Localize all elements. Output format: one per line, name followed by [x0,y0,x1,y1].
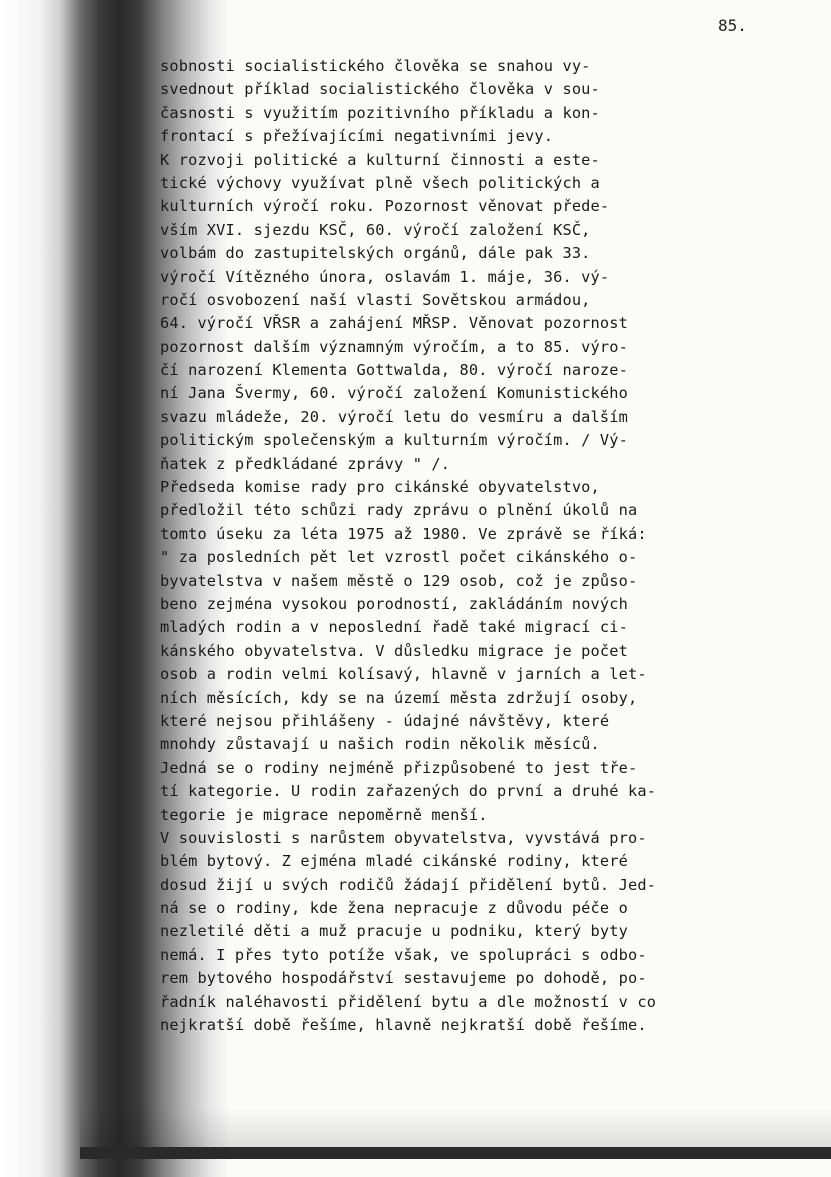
text-line: výročí Vítězného února, oslavám 1. máje, 36. vý- [160,267,610,286]
text-line: frontací s přežívajícími negativními jevy. [160,127,554,146]
text-line: K rozvoji politické a kulturní činnosti a este- [160,150,600,169]
page-number: 85. [718,16,747,35]
text-line: čí narození Klementa Gottwalda, 80. výročí naroze- [160,361,628,380]
text-line: kánského obyvatelstva. V důsledku migrace je počet [160,641,628,660]
text-line: " za posledních pět let vzrostl počet cikánského o- [160,548,638,567]
text-line: časnosti s využitím pozitivního příkladu a kon- [160,103,600,122]
text-line: ročí osvobození naší vlasti Sovětskou armádou, [160,290,591,309]
text-line: Jedná se o rodiny nejméně přizpůsobené to jest tře- [160,758,638,777]
text-line: mladých rodin a v neposlední řadě také migrací ci- [160,618,628,637]
text-line: nemá. I přes tyto potíže však, ve spolupráci s odbo- [160,945,647,964]
text-line: tomto úseku za léta 1975 až 1980. Ve zprávě se říká: [160,524,647,543]
text-line: ná se o rodiny, kde žena nepracuje z důvodu péče o [160,899,628,918]
text-line: které nejsou přihlášeny - údajné návštěvy, které [160,711,610,730]
bottom-shade [80,1107,831,1147]
text-line: svazu mládeže, 20. výročí letu do vesmíru a dalším [160,407,628,426]
text-line: V souvislosti s narůstem obyvatelstva, vyvstává pro- [160,828,647,847]
text-line: volbám do zastupitelských orgánů, dále pak 33. [160,244,591,263]
text-line: tické výchovy využívat plně všech politických a [160,173,600,192]
text-line: řadník naléhavosti přidělení bytu a dle možností v co [160,992,657,1011]
text-line: byvatelstva v našem městě o 129 osob, což je způso- [160,571,638,590]
text-line: nezletilé děti a muž pracuje u podniku, který byty [160,922,628,941]
text-line: politickým společenským a kulturním výročím. / Vý- [160,431,628,450]
text-line: 64. výročí VŘSR a zahájení MŘSP. Věnovat pozornost [160,314,628,333]
text-line: předložil této schůzi rady zprávu o plnění úkolů na [160,501,638,520]
text-line: kulturních výročí roku. Pozornost věnovat přede- [160,197,610,216]
text-line: sobnosti socialistického člověka se snahou vy- [160,57,591,75]
bottom-edge [80,1147,831,1159]
text-line: dosud žijí u svých rodičů žádají přidělení bytů. Jed- [160,875,657,894]
body-text [160,55,700,1037]
text-line: pozornost dalším významným výročím, a to 85. výro- [160,337,628,356]
text-line: ních měsících, kdy se na území města zdržují osoby, [160,688,638,707]
text-line: svednout příklad socialistického člověka v sou- [160,80,600,99]
text-line: blém bytový. Z ejména mladé cikánské rodiny, které [160,852,628,871]
text-line: mnohdy zůstavají u našich rodin několik měsíců. [160,735,600,754]
text-line: vším XVI. sjezdu KSČ, 60. výročí založení KSČ, [160,220,591,239]
text-line: ňatek z předkládané zprávy " /. [160,454,451,473]
text-line: osob a rodin velmi kolísavý, hlavně v jarních a let- [160,665,647,684]
text-line: rem bytového hospodářství sestavujeme po dohodě, po- [160,969,647,988]
text-line: Předseda komise rady pro cikánské obyvatelstvo, [160,478,600,497]
text-line: nejkratší době řešíme, hlavně nejkratší době řešíme. [160,1016,647,1035]
text-line: ní Jana Švermy, 60. výročí založení Komunistického [160,384,628,403]
text-line: tegorie je migrace nepoměrně menší. [160,805,488,824]
text-line: beno zejména vysokou porodností, zakládáním nových [160,594,628,613]
text-line: tí kategorie. U rodin zařazených do první a druhé ka- [160,782,657,801]
